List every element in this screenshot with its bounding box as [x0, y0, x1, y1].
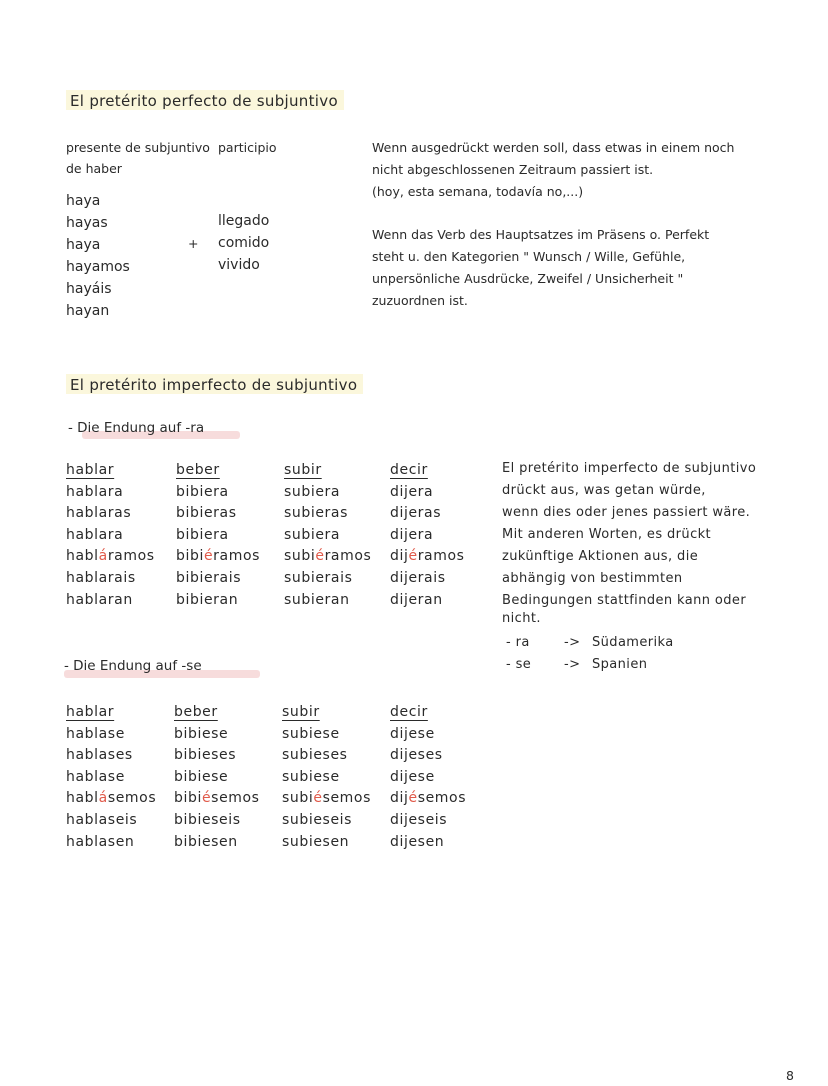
participle-list [218, 210, 269, 276]
conj: hablase [66, 725, 125, 742]
participio-header: participio [218, 140, 277, 155]
conj: dijesen [390, 833, 445, 850]
explanation-1: Wenn ausgedrückt werden soll, dass etwas in einem noch nicht abgeschlossenen Zeitraum passiert ist. (hoy, esta semana, todavía no,...) [372, 140, 735, 199]
conj: dijera [390, 526, 434, 543]
conj: bibieses [174, 747, 237, 764]
section1-title: El pretérito perfecto de subjuntivo [66, 92, 344, 110]
conj: hablarais [66, 569, 136, 586]
section2-title: El pretérito imperfecto de subjuntivo [66, 376, 363, 394]
conj: bibieras [176, 505, 237, 522]
ra-ending-label: - Die Endung auf -ra [68, 420, 205, 436]
ra-header-decir: decir [390, 462, 428, 478]
imperfecto-explanation: El pretérito imperfecto de subjuntivo drückt aus, was getan würde, wenn dies oder jenes passiert wäre. Mit anderen Worten, es drückt zukünftige Aktionen aus, die abhängig von bestimmten Bedingungen stattfinden kann oder nicht. [502, 461, 757, 626]
haber-header-2: de haber [66, 161, 122, 176]
conj: hablaras [66, 505, 132, 522]
ra-header-subir: subir [284, 462, 322, 478]
conj: bibieseis [174, 811, 241, 828]
se-header-subir: subir [282, 704, 320, 720]
conj: subieseis [282, 811, 353, 828]
conj: subiese [282, 725, 340, 742]
conj: bibiese [174, 768, 229, 785]
conj: dijésemos [390, 790, 467, 807]
ra-col-beber [176, 460, 260, 611]
se-ending-label: - Die Endung auf -se [64, 658, 202, 674]
plus-sign: + [188, 236, 199, 251]
conj: bibiese [174, 725, 229, 742]
participle: llegado [218, 213, 270, 229]
conj: bibieran [176, 591, 239, 608]
ra-col-hablar [66, 460, 155, 611]
haber-header-1: presente de subjuntivo [66, 140, 210, 155]
conj: bibiéramos [176, 548, 261, 565]
haber-form: haya [66, 237, 101, 253]
conj: dijeses [390, 747, 443, 764]
conj: dijéramos [390, 548, 465, 565]
usage-se: - se -> Spanien [506, 657, 648, 672]
participle: comido [218, 235, 270, 251]
conj: subiera [284, 483, 341, 500]
conj: hablaran [66, 591, 133, 608]
se-header-beber: beber [174, 704, 218, 720]
page-number: 8 [786, 1068, 794, 1083]
conj: dijeran [390, 591, 443, 608]
usage-list [506, 632, 674, 676]
ra-col-decir [390, 460, 465, 611]
conj: bibiera [176, 483, 229, 500]
se-col-subir [282, 702, 371, 853]
se-header-decir: decir [390, 704, 428, 720]
conj: dijerais [390, 569, 446, 586]
conj: subiera [284, 526, 341, 543]
haber-forms-list [66, 190, 130, 322]
conj: bibiésemos [174, 790, 260, 807]
conj: subiésemos [282, 790, 371, 807]
haber-form: hayas [66, 215, 108, 231]
conj: bibiesen [174, 833, 238, 850]
conj: subiesen [282, 833, 350, 850]
usage-ra: - ra -> Südamerika [506, 635, 674, 650]
se-col-decir [390, 702, 466, 853]
conj: hablara [66, 526, 124, 543]
se-header-hablar: hablar [66, 704, 115, 720]
haber-form: hayáis [66, 281, 112, 297]
haber-form: hayamos [66, 259, 130, 275]
conj: bibierais [176, 569, 242, 586]
conj: subieses [282, 747, 348, 764]
se-col-hablar [66, 702, 156, 853]
conj: subiéramos [284, 548, 372, 565]
conj: dijeras [390, 505, 442, 522]
conj: dijese [390, 768, 435, 785]
conj: subieran [284, 591, 350, 608]
conj: subieras [284, 505, 348, 522]
conj: hablara [66, 483, 124, 500]
conj: subierais [284, 569, 353, 586]
explanation-2: Wenn das Verb des Hauptsatzes im Präsens o. Perfekt steht u. den Kategorien " Wunsch / Wille, Gefühle, unpersönliche Ausdrücke, Zweifel / Unsicherheit " zuzuordnen ist. [372, 227, 710, 308]
conj: bibiera [176, 526, 229, 543]
conj: habláramos [66, 548, 155, 565]
conj: hablásemos [66, 790, 157, 807]
participle: vivido [218, 257, 260, 273]
haber-form: haya [66, 193, 101, 209]
conj: dijeseis [390, 811, 448, 828]
conj: dijese [390, 725, 435, 742]
se-col-beber [174, 702, 260, 853]
ra-header-beber: beber [176, 462, 220, 478]
conj: dijera [390, 483, 434, 500]
conj: hablases [66, 747, 133, 764]
ra-col-subir [284, 460, 371, 611]
conj: hablaseis [66, 811, 138, 828]
haber-form: hayan [66, 303, 110, 319]
conj: hablase [66, 768, 125, 785]
ra-header-hablar: hablar [66, 462, 115, 478]
conj: subiese [282, 768, 340, 785]
conj: hablasen [66, 833, 135, 850]
